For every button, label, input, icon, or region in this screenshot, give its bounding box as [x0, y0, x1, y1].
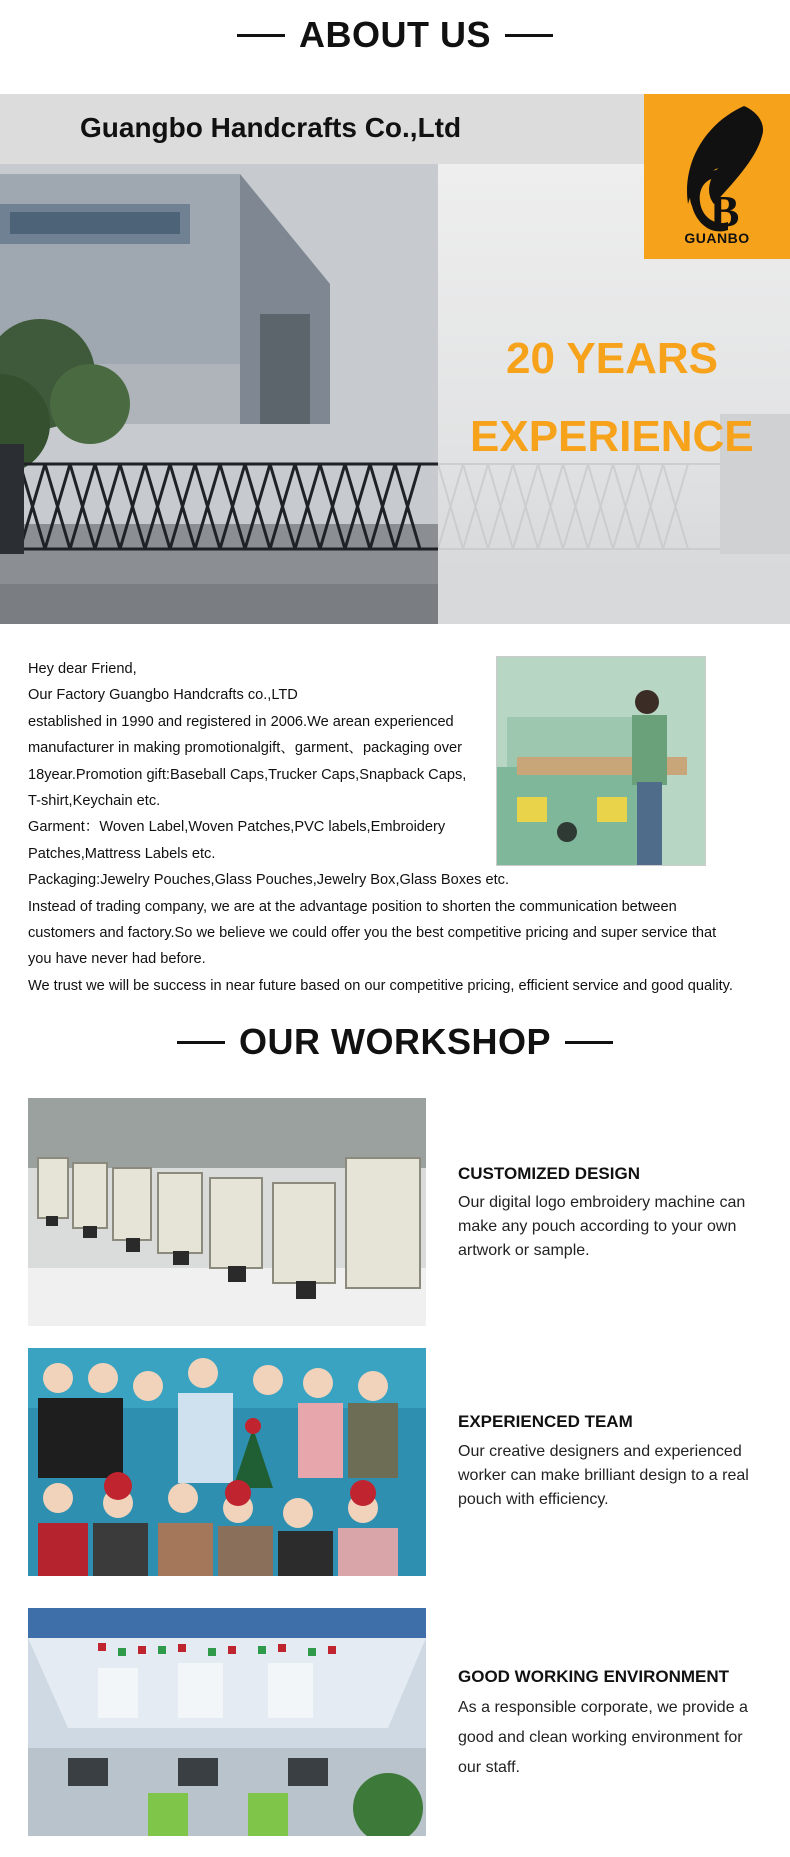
intro-line: established in 1990 and registered in 2006.We arean experienced	[28, 713, 454, 730]
heading-rule-left	[237, 34, 285, 37]
description-line: make any pouch according to your own	[458, 1218, 737, 1235]
intro-line: Our Factory Guangbo Handcrafts co.,LTD	[28, 687, 298, 704]
workshop-item-title: GOOD WORKING ENVIRONMENT	[458, 1667, 730, 1686]
workshop-item-title: EXPERIENCED TEAM	[458, 1412, 633, 1431]
workshop-item-title: CUSTOMIZED DESIGN	[458, 1164, 640, 1183]
intro-line: Garment：Woven Label,Woven Patches,PVC labels,Embroidery	[28, 819, 446, 836]
heading-rule-right	[565, 1041, 613, 1044]
logo-text: GUANBO	[684, 230, 750, 246]
heading-rule-right	[505, 34, 553, 37]
our-workshop-heading	[0, 1021, 790, 1063]
intro-line: Hey dear Friend,	[28, 661, 137, 677]
experience-years: 20 YEARS	[506, 334, 718, 383]
description-line: pouch with efficiency.	[458, 1491, 609, 1508]
cutting-machine-photo	[496, 656, 706, 866]
description-line: artwork or sample.	[458, 1242, 590, 1259]
our-workshop-title: OUR WORKSHOP	[239, 1021, 551, 1062]
company-name: Guangbo Handcrafts Co.,Ltd	[80, 112, 462, 143]
heading-rule-left	[177, 1041, 225, 1044]
intro-line: Packaging:Jewelry Pouches,Glass Pouches,Jewelry Box,Glass Boxes etc.	[28, 872, 510, 889]
factory-photo	[0, 164, 438, 624]
intro-line: you have never had before.	[28, 951, 206, 968]
description-line: worker can make brilliant design to a real	[458, 1467, 749, 1484]
description-line: As a responsible corporate, we provide a	[458, 1699, 748, 1716]
intro-line: customers and factory.So we believe we could offer you the best competitive pricing and super service that	[28, 925, 717, 942]
about-us-heading	[0, 14, 790, 56]
workshop-item-description	[458, 1440, 758, 1512]
company-name-bar	[0, 94, 645, 164]
workshop-item-description	[458, 1191, 758, 1263]
experience-word: EXPERIENCE	[470, 412, 754, 461]
embroidery-machine-photo	[28, 1098, 426, 1326]
intro-line: Patches,Mattress Labels etc.	[28, 845, 216, 862]
intro-line: manufacturer in making promotionalgift、garment、packaging over	[28, 740, 462, 757]
intro-line: We trust we will be success in near future based on our competitive pricing, efficient service and good quality.	[28, 977, 733, 994]
about-us-title: ABOUT US	[299, 14, 491, 55]
guanbo-logo	[644, 94, 790, 259]
description-line: Our digital logo embroidery machine can	[458, 1194, 746, 1211]
workshop-item-description	[458, 1693, 758, 1783]
company-banner	[0, 94, 790, 624]
intro-line: Instead of trading company, we are at the advantage position to shorten the communication between	[28, 898, 677, 915]
team-photo	[28, 1348, 426, 1576]
svg-text:B: B	[710, 187, 740, 236]
description-line: our staff.	[458, 1759, 520, 1776]
intro-line: 18year.Promotion gift:Baseball Caps,Trucker Caps,Snapback Caps,	[28, 766, 467, 783]
description-line: good and clean working environment for	[458, 1729, 743, 1746]
intro-line: T-shirt,Keychain etc.	[28, 793, 161, 810]
office-photo	[28, 1608, 426, 1836]
description-line: Our creative designers and experienced	[458, 1443, 742, 1460]
